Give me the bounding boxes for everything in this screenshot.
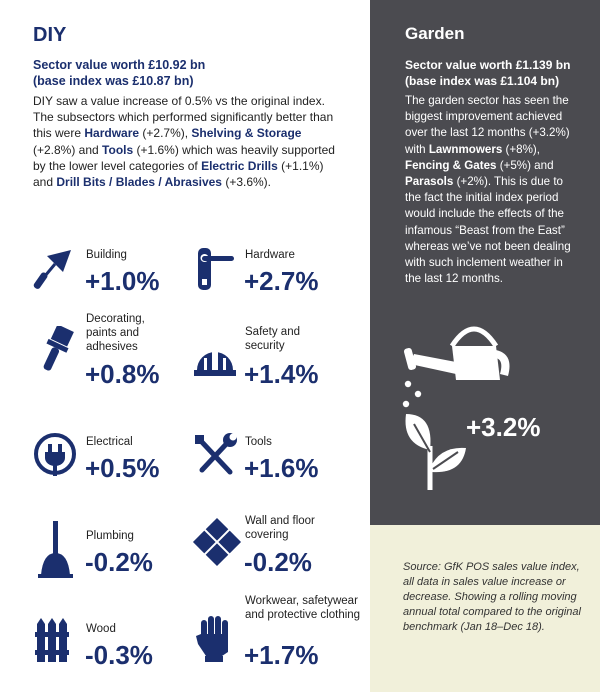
door-handle-icon xyxy=(192,246,238,292)
garden-title: Garden xyxy=(405,24,465,43)
garden-value: +3.2% xyxy=(466,412,541,442)
diy-subtitle xyxy=(33,57,333,89)
garden-subtitle-line2: (base index was £1.104 bn) xyxy=(405,74,560,88)
hard-hat-icon xyxy=(192,336,238,382)
category-electrical xyxy=(33,430,203,500)
garden-panel xyxy=(370,0,600,525)
category-wood xyxy=(33,606,203,676)
category-value: +1.4% xyxy=(244,359,319,389)
category-value: -0.2% xyxy=(244,547,312,577)
category-label: Wall and floor covering xyxy=(245,515,315,541)
category-label: Workwear, safetywear and protective clothing xyxy=(245,595,361,621)
category-value: +0.8% xyxy=(85,359,160,389)
plunger-icon xyxy=(33,519,79,565)
category-label: Wood xyxy=(86,623,116,635)
category-label: Plumbing xyxy=(86,530,134,542)
glove-icon xyxy=(192,614,238,660)
diy-subtitle-line1: Sector value worth £10.92 bn xyxy=(33,58,206,72)
category-tools xyxy=(192,430,362,500)
diy-description: DIY saw a value increase of 0.5% vs the original index. The subsectors which performed significantly better than this were Hardware (+2.7%), Shelving & Storage (+2.8%) and Tools (+1.6%) which was heavily supported by the lower level categories of Electric Drills (+1.1%) and Drill Bits / Blades / Abrasives (+3.6%). xyxy=(33,94,335,190)
category-label: Electrical xyxy=(86,436,133,448)
category-value: +0.5% xyxy=(85,453,160,483)
garden-subtitle xyxy=(405,57,585,89)
watering-can-plant-icon xyxy=(400,318,525,498)
fence-icon xyxy=(33,616,79,662)
category-plumbing xyxy=(33,513,203,583)
category-value: +1.0% xyxy=(85,266,160,296)
category-label: Hardware xyxy=(245,249,295,261)
trowel-icon xyxy=(33,246,79,292)
diy-title: DIY xyxy=(33,24,67,46)
plug-icon xyxy=(33,430,79,476)
category-value: +1.6% xyxy=(244,453,319,483)
category-value: -0.2% xyxy=(85,547,153,577)
garden-subtitle-line1: Sector value worth £1.139 bn xyxy=(405,58,571,72)
category-wall-floor xyxy=(192,513,362,583)
garden-description: The garden sector has seen the biggest improvement achieved over the last 12 months (+3.2%) with Lawnmowers (+8%), Fencing & Gates (+5%) and Parasols (+2%). This is due to the fact the initial index period would include the effects of the infamous “Beast from the East” whereas we’ve not been dealing with such inclement weather in the last 12 months. xyxy=(405,94,571,286)
category-value: +1.7% xyxy=(244,640,319,670)
category-hardware xyxy=(192,240,362,310)
category-label: Safety and security xyxy=(245,326,300,352)
category-label: Building xyxy=(86,249,127,261)
category-value: -0.3% xyxy=(85,640,153,670)
category-safety xyxy=(192,310,362,389)
tiles-icon xyxy=(192,517,238,563)
category-value: +2.7% xyxy=(244,266,319,296)
category-label: Decorating, paints and adhesives xyxy=(86,313,145,353)
diy-subtitle-line2: (base index was £10.87 bn) xyxy=(33,74,194,88)
paintbrush-icon xyxy=(33,326,79,372)
source-note: Source: GfK POS sales value index, all data in sales value increase or decrease. Showing a rolling moving annual total compared to the original benchmark (Jan 18–Dec 18). xyxy=(403,561,581,633)
category-decorating xyxy=(33,310,203,389)
wrench-screwdriver-icon xyxy=(192,432,238,478)
category-building xyxy=(33,240,203,310)
category-label: Tools xyxy=(245,436,272,448)
category-workwear xyxy=(192,595,362,676)
